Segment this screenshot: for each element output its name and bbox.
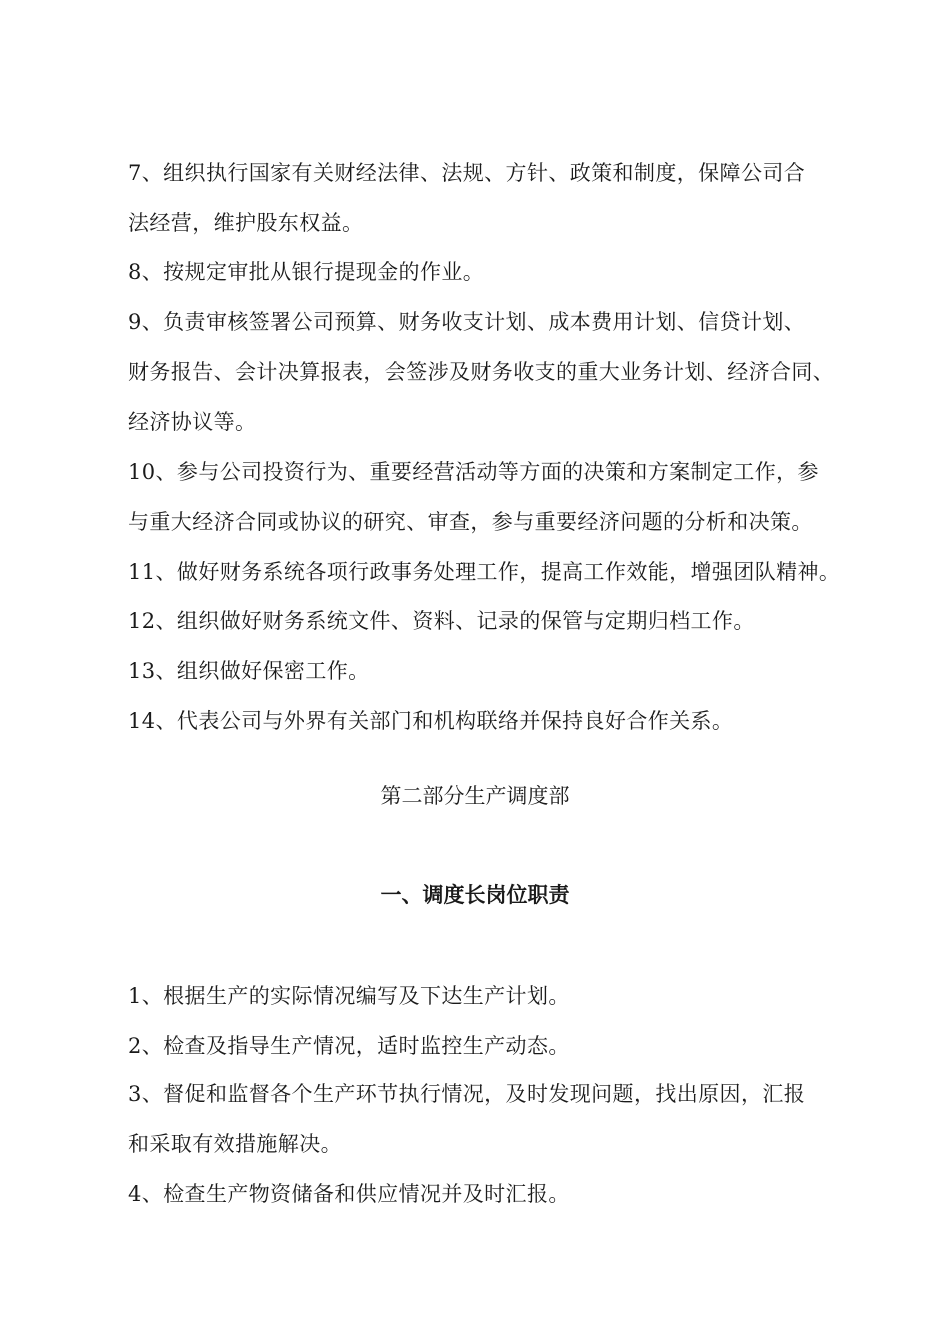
item-14-line-1: 14、代表公司与外界有关部门和机构联络并保持良好合作关系。 bbox=[128, 709, 734, 733]
item-13-line-1: 13、组织做好保密工作。 bbox=[128, 659, 370, 683]
section-heading: 一、调度长岗位职责 bbox=[380, 882, 570, 907]
item-7-line-2: 法经营，维护股东权益。 bbox=[128, 211, 364, 235]
item-9-line-3: 经济协议等。 bbox=[128, 410, 257, 434]
dispatch-item-4-line-1: 4、检查生产物资储备和供应情况并及时汇报。 bbox=[128, 1182, 570, 1206]
item-8-line-1: 8、按规定审批从银行提现金的作业。 bbox=[128, 260, 485, 284]
dispatch-item-1-line-1: 1、根据生产的实际情况编写及下达生产计划。 bbox=[128, 984, 570, 1008]
dispatch-item-2-line-1: 2、检查及指导生产情况，适时监控生产动态。 bbox=[128, 1034, 570, 1058]
item-10-line-1: 10、参与公司投资行为、重要经营活动等方面的决策和方案制定工作，参 bbox=[128, 460, 819, 484]
item-11-line-1: 11、做好财务系统各项行政事务处理工作，提高工作效能，增强团队精神。 bbox=[128, 560, 841, 584]
item-9-line-1: 9、负责审核签署公司预算、财务收支计划、成本费用计划、信贷计划、 bbox=[128, 310, 806, 334]
dispatch-item-3-line-1: 3、督促和监督各个生产环节执行情况，及时发现问题，找出原因，汇报 bbox=[128, 1082, 806, 1106]
item-9-line-2: 财务报告、会计决算报表，会签涉及财务收支的重大业务计划、经济合同、 bbox=[128, 360, 835, 384]
part-heading: 第二部分生产调度部 bbox=[380, 784, 570, 808]
item-10-line-2: 与重大经济合同或协议的研究、审查，参与重要经济问题的分析和决策。 bbox=[128, 510, 813, 534]
item-12-line-1: 12、组织做好财务系统文件、资料、记录的保管与定期归档工作。 bbox=[128, 609, 755, 633]
item-7-line-1: 7、组织执行国家有关财经法律、法规、方针、政策和制度，保障公司合 bbox=[128, 161, 806, 185]
dispatch-item-3-line-2: 和采取有效措施解决。 bbox=[128, 1132, 342, 1156]
